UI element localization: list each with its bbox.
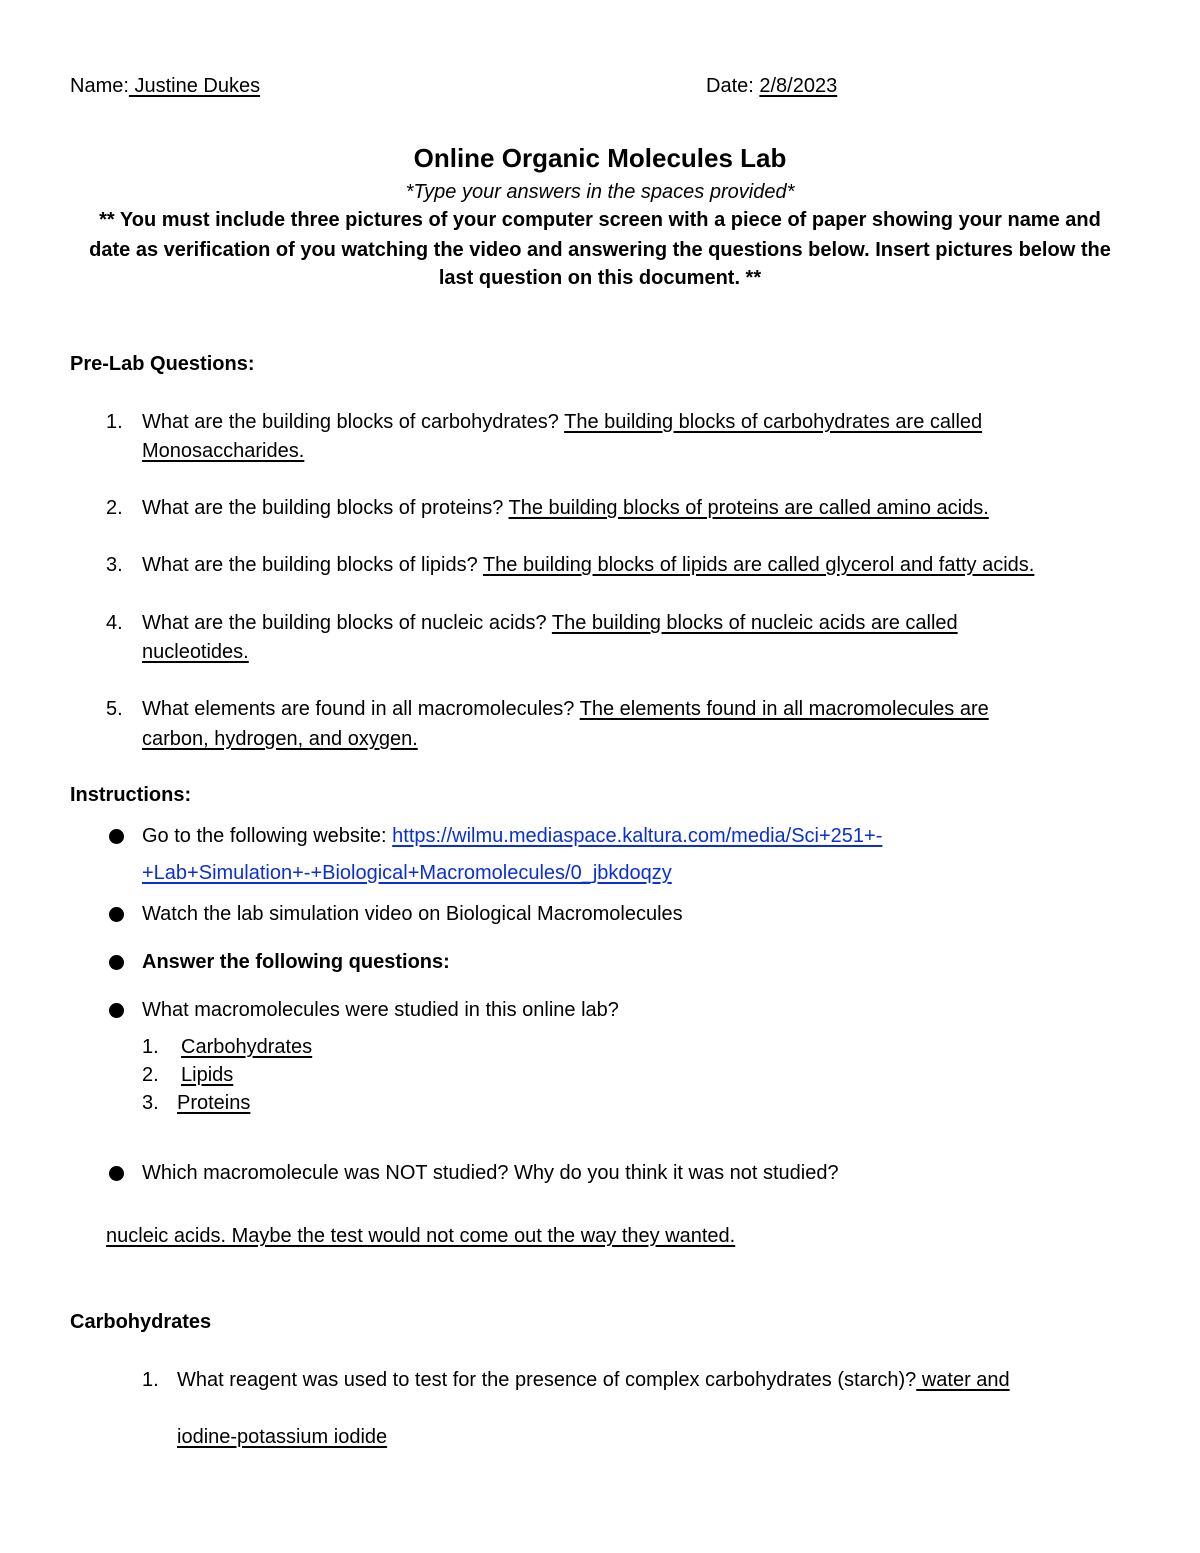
bullet-icon <box>109 829 124 844</box>
answer-text: water and <box>916 1369 1010 1391</box>
question-not-studied: Which macromolecule was NOT studied? Why do you think it was not studied? <box>142 1162 839 1184</box>
prelab-q4 <box>142 613 958 633</box>
question-text: What reagent was used to test for the presence of complex carbohydrates (starch)? <box>177 1369 917 1391</box>
name-value: Justine Dukes <box>128 75 261 97</box>
instruction-answer: Answer the following questions: <box>142 951 450 973</box>
question-text: What are the building blocks of proteins? <box>142 497 504 519</box>
prelab-q4-number: 4. <box>106 612 123 634</box>
studied-item-1-number: 1. <box>142 1036 159 1058</box>
name-label: Name: <box>70 75 129 97</box>
prelab-q5-answer-cont: carbon, hydrogen, and oxygen. <box>142 728 418 750</box>
question-text: What are the building blocks of nucleic acids? <box>142 612 547 634</box>
prelab-q4-answer-cont: nucleotides. <box>142 641 249 663</box>
question-text: What are the building blocks of carbohydrates? <box>142 411 559 433</box>
bullet-icon <box>109 1003 124 1018</box>
date-value: 2/8/2023 <box>759 75 838 97</box>
instructions-heading: Instructions: <box>70 784 192 806</box>
prelab-q1-answer-cont: Monosaccharides. <box>142 440 305 462</box>
bullet-icon <box>109 955 124 970</box>
question-text: What are the building blocks of lipids? <box>142 554 478 576</box>
notice-line-1: ** You must include three pictures of your computer screen with a piece of paper showing your name and <box>99 209 1101 231</box>
bullet-icon <box>109 907 124 922</box>
question-studied: What macromolecules were studied in this online lab? <box>142 999 619 1021</box>
answer-text: The elements found in all macromolecules are <box>579 698 989 720</box>
prelab-q2-number: 2. <box>106 497 123 519</box>
prelab-q5-number: 5. <box>106 698 123 720</box>
prelab-q5 <box>142 699 989 719</box>
bullet-icon <box>109 1166 124 1181</box>
carb-q1-number: 1. <box>142 1369 159 1391</box>
prelab-heading: Pre-Lab Questions: <box>70 353 255 375</box>
lab-video-link-cont[interactable]: +Lab+Simulation+-+Biological+Macromolecules/0_jbkdoqzy <box>142 862 672 884</box>
notice-line-2: date as verification of you watching the video and answering the questions below. Insert pictures below the <box>89 239 1111 261</box>
answer-text: The building blocks of nucleic acids are called <box>551 612 958 634</box>
notice-line-3: last question on this document. ** <box>438 267 762 289</box>
studied-item-3: Proteins <box>177 1092 251 1114</box>
subtitle: *Type your answers in the spaces provided* <box>405 181 795 203</box>
go-to-text: Go to the following website: <box>142 825 393 847</box>
answer-text: The building blocks of carbohydrates are called <box>564 411 983 433</box>
answer-text: The building blocks of proteins are called amino acids. <box>508 497 989 519</box>
question-text: What elements are found in all macromolecules? <box>142 698 575 720</box>
answer-text: The building blocks of lipids are called glycerol and fatty acids. <box>482 554 1035 576</box>
studied-item-2: Lipids <box>181 1064 234 1086</box>
carb-q1 <box>177 1370 1010 1390</box>
prelab-q3-number: 3. <box>106 554 123 576</box>
page-title: Online Organic Molecules Lab <box>413 143 787 173</box>
prelab-q3 <box>142 555 1034 575</box>
date-field <box>706 76 837 96</box>
answer-not-studied: nucleic acids. Maybe the test would not come out the way they wanted. <box>106 1225 736 1247</box>
instruction-watch: Watch the lab simulation video on Biological Macromolecules <box>142 903 683 925</box>
prelab-q2 <box>142 498 989 518</box>
carb-q1-answer-cont: iodine-potassium iodide <box>177 1426 388 1448</box>
instruction-go-to <box>142 826 882 846</box>
prelab-q1 <box>142 412 982 432</box>
studied-item-1: Carbohydrates <box>181 1036 313 1058</box>
prelab-q1-number: 1. <box>106 411 123 433</box>
date-label: Date: <box>706 75 754 97</box>
studied-item-3-number: 3. <box>142 1092 159 1114</box>
carbohydrates-heading: Carbohydrates <box>70 1311 212 1333</box>
lab-video-link[interactable]: https://wilmu.mediaspace.kaltura.com/media/Sci+251+- <box>392 825 883 847</box>
name-field <box>70 76 260 96</box>
studied-item-2-number: 2. <box>142 1064 159 1086</box>
